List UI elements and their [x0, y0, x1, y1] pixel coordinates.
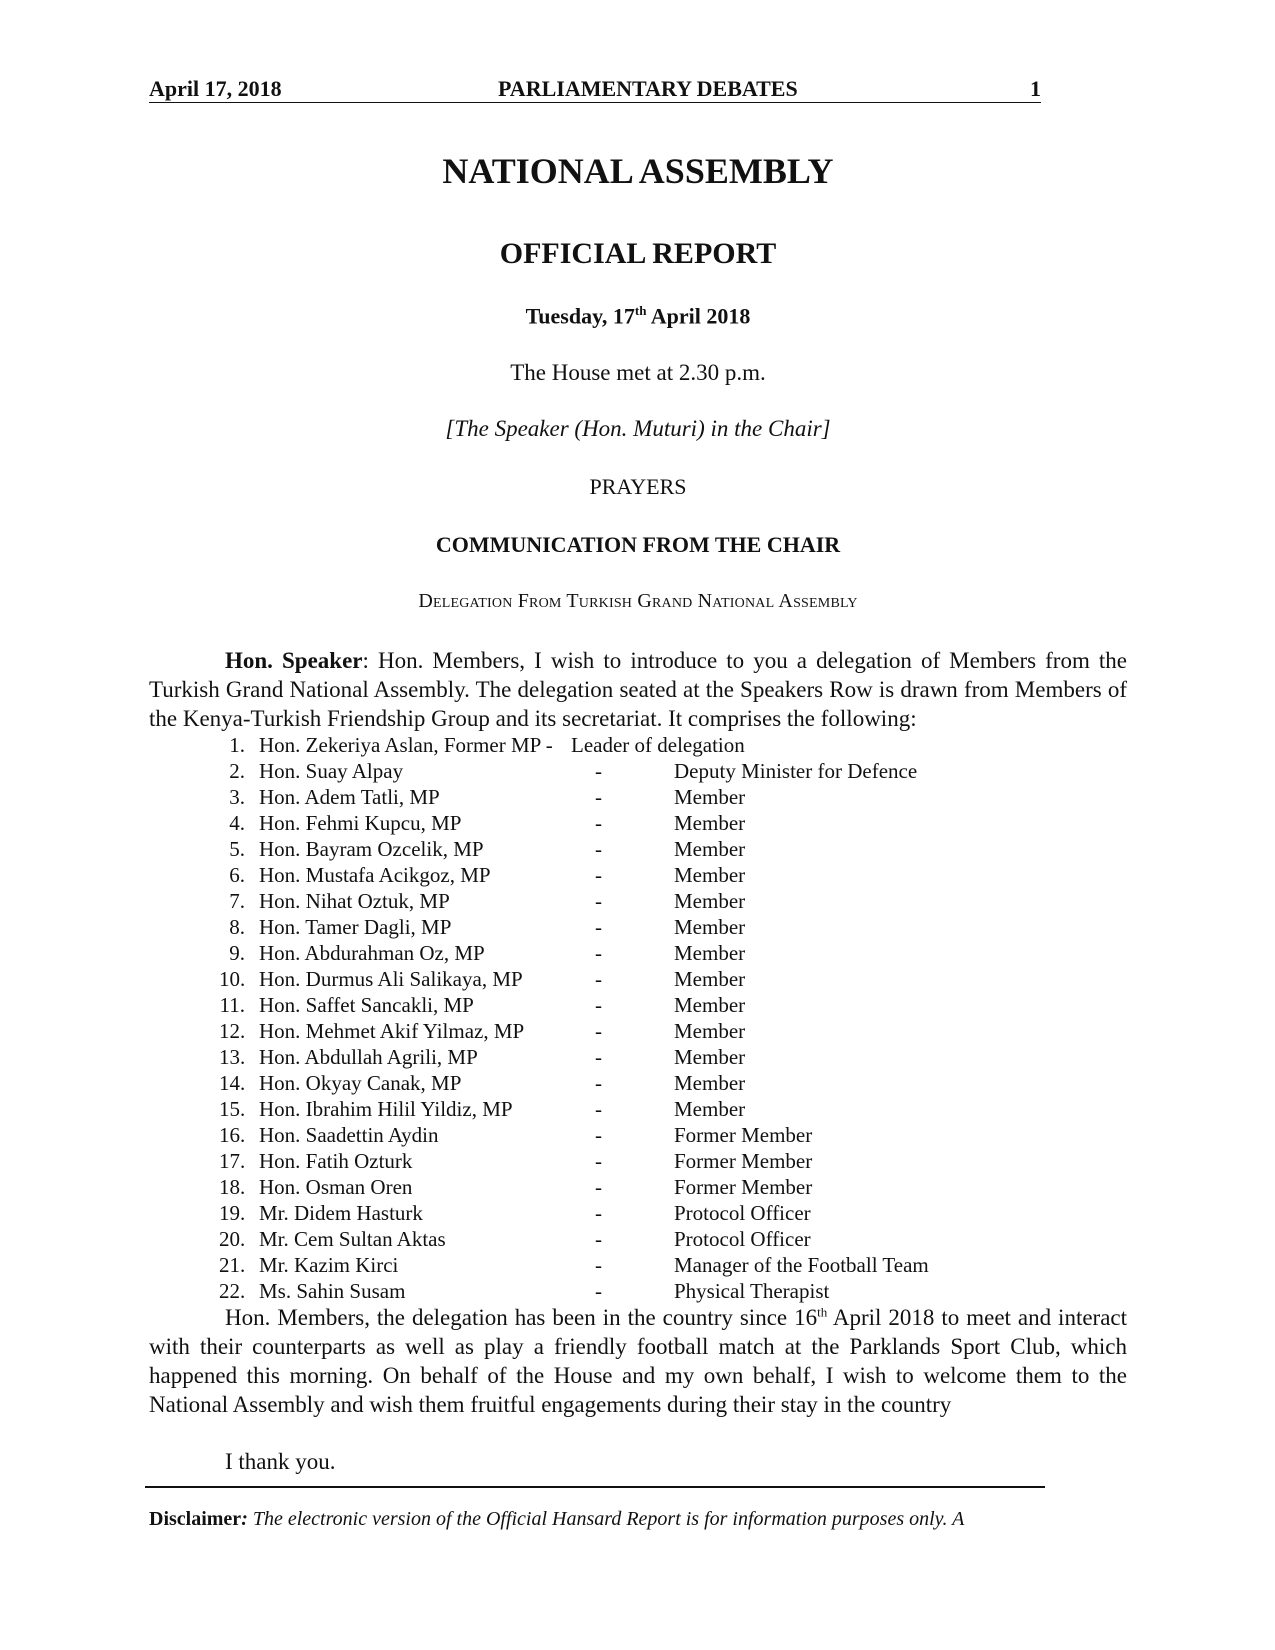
page-number: 1	[1030, 76, 1041, 101]
list-item-name: Hon. Adem Tatli, MP	[259, 785, 440, 809]
list-item	[149, 940, 1127, 966]
list-item-role: Member	[674, 993, 746, 1017]
list-item-role: Member	[674, 915, 746, 939]
list-item-name: Hon. Bayram Ozcelik, MP	[259, 837, 484, 861]
list-item-number: 22.	[219, 1279, 246, 1303]
list-item-role: Former Member	[674, 1123, 813, 1147]
header-date: April 17, 2018	[149, 76, 282, 101]
list-item	[149, 1148, 1127, 1174]
list-item-dash: -	[595, 1097, 602, 1121]
met-line: The House met at 2.30 p.m.	[510, 360, 766, 385]
list-item-role: Member	[674, 941, 746, 965]
list-item-dash: -	[595, 1123, 602, 1147]
list-item	[149, 758, 1127, 784]
list-item-name: Hon. Ibrahim Hilil Yildiz, MP	[259, 1097, 513, 1121]
list-item-name: Hon. Mustafa Acikgoz, MP	[259, 863, 491, 887]
list-item-name: Hon. Fatih Ozturk	[259, 1149, 413, 1173]
list-item-dash: -	[595, 1201, 602, 1225]
list-item-dash: -	[595, 759, 602, 783]
list-item-dash: -	[595, 1279, 602, 1303]
list-item-name: Hon. Mehmet Akif Yilmaz, MP	[259, 1019, 525, 1043]
list-item-number: 9.	[229, 941, 245, 965]
list-item-dash: -	[595, 941, 602, 965]
list-item-name: Hon. Saadettin Aydin	[259, 1123, 439, 1147]
list-item-name: Hon. Abdurahman Oz, MP	[259, 941, 485, 965]
list-item	[149, 914, 1127, 940]
list-item-number: 11.	[219, 993, 245, 1017]
page-header	[149, 74, 1041, 103]
thanks-line: I thank you.	[225, 1449, 336, 1474]
list-item-name: Hon. Suay Alpay	[259, 759, 404, 783]
list-item-number: 3.	[229, 785, 245, 809]
list-item-name: Hon. Okyay Canak, MP	[259, 1071, 462, 1095]
list-item-number: 13.	[219, 1045, 246, 1069]
list-item-role: Leader of delegation	[571, 733, 745, 757]
list-item-role: Physical Therapist	[674, 1279, 830, 1303]
list-item-name: Hon. Abdullah Agrili, MP	[259, 1045, 478, 1069]
list-item-dash: -	[595, 1175, 602, 1199]
list-item	[149, 836, 1127, 862]
closing-sup: th	[817, 1304, 828, 1320]
list-item	[149, 732, 1127, 758]
list-item	[149, 1122, 1127, 1148]
list-item-number: 1.	[229, 733, 245, 757]
list-item-name: Mr. Didem Hasturk	[259, 1201, 423, 1225]
list-item-name: Hon. Nihat Oztuk, MP	[259, 889, 450, 913]
list-item-role: Member	[674, 1071, 746, 1095]
list-item	[149, 784, 1127, 810]
list-item	[149, 1096, 1127, 1122]
list-item-number: 21.	[219, 1253, 246, 1277]
list-item-role: Member	[674, 837, 746, 861]
list-item	[149, 1018, 1127, 1044]
list-item-number: 18.	[219, 1175, 246, 1199]
list-item-role: Member	[674, 863, 746, 887]
section-heading: COMMUNICATION FROM THE CHAIR	[435, 532, 841, 557]
list-item-role: Manager of the Football Team	[674, 1253, 929, 1277]
list-item-role: Former Member	[674, 1149, 813, 1173]
list-item-dash: -	[595, 837, 602, 861]
list-item-dash: -	[595, 915, 602, 939]
list-item-role: Deputy Minister for Defence	[674, 759, 918, 783]
list-item-role: Member	[674, 1097, 746, 1121]
list-item-name: Hon. Osman Oren	[259, 1175, 413, 1199]
list-item-dash: -	[595, 1227, 602, 1251]
list-item	[149, 1174, 1127, 1200]
list-item-role: Member	[674, 1045, 746, 1069]
list-item-number: 16.	[219, 1123, 246, 1147]
list-item-dash: -	[595, 993, 602, 1017]
list-item-role: Member	[674, 785, 746, 809]
list-item-number: 7.	[229, 889, 245, 913]
list-item	[149, 1044, 1127, 1070]
list-item-number: 15.	[219, 1097, 246, 1121]
list-item-dash: -	[595, 1253, 602, 1277]
intro-paragraph	[149, 646, 1127, 733]
list-item-number: 10.	[219, 967, 246, 991]
list-item	[149, 1252, 1127, 1278]
list-item-name: Hon. Saffet Sancakli, MP	[259, 993, 474, 1017]
subsection-heading: Delegation From Turkish Grand National Assembly	[418, 590, 858, 612]
list-item-name: Hon. Fehmi Kupcu, MP	[259, 811, 462, 835]
delegation-list	[149, 732, 1127, 1304]
list-item-name: Hon. Durmus Ali Salikaya, MP	[259, 967, 523, 991]
list-item	[149, 1278, 1127, 1304]
list-item-number: 5.	[229, 837, 245, 861]
closing-paragraph	[149, 1303, 1127, 1419]
list-item	[149, 862, 1127, 888]
list-item-dash: -	[595, 889, 602, 913]
sitting-date-prefix: Tuesday, 17	[525, 303, 635, 329]
list-item-dash: -	[595, 785, 602, 809]
list-item-role: Protocol Officer	[674, 1227, 811, 1251]
list-item-number: 14.	[219, 1071, 246, 1095]
sitting-date	[149, 303, 1127, 329]
disclaimer-text: The electronic version of the Official Hansard Report is for information purposes only. A	[247, 1508, 965, 1530]
list-item-number: 19.	[219, 1201, 246, 1225]
list-item-role: Member	[674, 967, 746, 991]
list-item	[149, 810, 1127, 836]
list-item-name: Hon. Zekeriya Aslan, Former MP -	[259, 733, 553, 757]
list-item-number: 8.	[229, 915, 245, 939]
list-item-dash: -	[595, 1071, 602, 1095]
header-title: PARLIAMENTARY DEBATES	[498, 76, 798, 101]
list-item-dash: -	[595, 1019, 602, 1043]
list-item-number: 6.	[229, 863, 245, 887]
list-item-number: 20.	[219, 1227, 246, 1251]
chair-line: [The Speaker (Hon. Muturi) in the Chair]	[445, 416, 831, 441]
disclaimer-label: Disclaimer	[149, 1508, 242, 1530]
list-item	[149, 966, 1127, 992]
document-title: NATIONAL ASSEMBLY	[442, 151, 834, 191]
list-item-dash: -	[595, 1045, 602, 1069]
sitting-date-suffix-sup: th	[634, 303, 647, 318]
closing-text-2: April 2018 to meet and interact with their counterparts as well as play a friendly football match at the Parklands Sport Club, which happened this morning. On behalf of the House and my own behalf, I wish to welcome them to the National Assembly and wish them fruitful engagements during their stay in the country	[149, 1305, 1128, 1417]
closing-text-1: Hon. Members, the delegation has been in the country since 16	[225, 1305, 818, 1330]
list-item	[149, 1226, 1127, 1252]
footer-divider	[145, 1486, 1045, 1488]
prayers-heading: PRAYERS	[589, 474, 687, 499]
list-item-number: 17.	[219, 1149, 246, 1173]
disclaimer-colon: :	[241, 1508, 248, 1530]
list-item-name: Mr. Cem Sultan Aktas	[259, 1227, 446, 1251]
list-item	[149, 992, 1127, 1018]
speaker-name: Hon. Speaker	[225, 648, 363, 673]
list-item-role: Member	[674, 889, 746, 913]
list-item-dash: -	[595, 1149, 602, 1173]
list-item-name: Mr. Kazim Kirci	[259, 1253, 399, 1277]
list-item	[149, 1070, 1127, 1096]
list-item-role: Member	[674, 1019, 746, 1043]
list-item	[149, 1200, 1127, 1226]
disclaimer	[149, 1508, 1127, 1531]
list-item-role: Protocol Officer	[674, 1201, 811, 1225]
list-item-role: Former Member	[674, 1175, 813, 1199]
list-item-number: 2.	[229, 759, 245, 783]
intro-text: : Hon. Members, I wish to introduce to you a delegation of Members from the Turkish Grand National Assembly. The delegation seated at the Speakers Row is drawn from Members of the Kenya-Turkish Friendship Group and its secretariat. It comprises the following:	[149, 648, 1128, 731]
list-item	[149, 888, 1127, 914]
list-item-dash: -	[595, 967, 602, 991]
list-item-number: 12.	[219, 1019, 246, 1043]
list-item-role: Member	[674, 811, 746, 835]
document-subtitle: OFFICIAL REPORT	[499, 237, 777, 270]
list-item-dash: -	[595, 811, 602, 835]
list-item-name: Ms. Sahin Susam	[259, 1279, 406, 1303]
list-item-number: 4.	[229, 811, 245, 835]
list-item-dash: -	[595, 863, 602, 887]
sitting-date-rest: April 2018	[646, 303, 751, 329]
list-item-name: Hon. Tamer Dagli, MP	[259, 915, 452, 939]
